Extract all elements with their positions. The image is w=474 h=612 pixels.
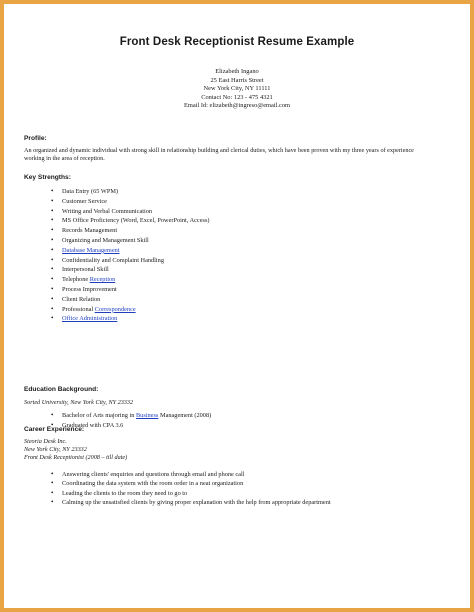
contact-block	[4, 68, 470, 111]
list-item-text: Bachelor of Arts majoring in	[62, 412, 136, 419]
list-item-text: Coordinating the data system with the room order in a neat organization	[62, 480, 244, 488]
list-item	[62, 216, 210, 226]
strengths-list	[62, 187, 210, 324]
list-item-link[interactable]: Database Management	[62, 246, 120, 254]
list-item-text: Writing and Verbal Communication	[62, 207, 153, 215]
list-item-link[interactable]: Business	[135, 412, 159, 419]
education-heading: Education Background:	[24, 386, 99, 393]
list-item	[62, 411, 211, 421]
contact-email: Email Id: elizabeth@ingreso@email.com	[184, 102, 290, 110]
career-location: New York City, NY 23332	[24, 446, 87, 454]
list-item-text: Graduated with CPA 3.6	[62, 421, 124, 429]
list-item-text: Management (2008)	[158, 412, 212, 419]
contact-name: Elizabeth Ingano	[215, 68, 259, 75]
list-item	[62, 275, 210, 285]
list-item	[62, 305, 210, 315]
list-item	[62, 479, 352, 488]
education-list	[62, 411, 211, 431]
list-item	[62, 470, 352, 479]
page-title: Front Desk Receptionist Resume Example	[119, 36, 355, 48]
list-item-text: MS Office Proficiency (Word, Excel, PowerPoint, Access)	[62, 217, 210, 225]
list-item	[62, 489, 352, 498]
list-item	[62, 197, 210, 207]
list-item-text: Confidentiality and Complaint Handling	[62, 256, 164, 264]
career-job	[24, 438, 127, 463]
profile-text: An organized and dynamic individual with strong skill in relationship building and clerical duties, which have been proven with my three years of experience working in the area of reception.	[24, 147, 414, 163]
career-company: Steoria Desk Inc.	[24, 438, 67, 445]
list-item-text: Professional	[62, 305, 95, 313]
list-item	[62, 314, 210, 324]
contact-city: New York City, NY 11111	[203, 85, 271, 93]
list-item-text: Organizing and Management Skill	[62, 236, 149, 244]
list-item-link[interactable]: Office Administration	[62, 315, 118, 323]
list-item-text: Records Management	[62, 227, 118, 235]
list-item-text: Calming up the unsatisfied clients by giving proper explanation with the help from appropriate department	[62, 499, 331, 507]
career-role: Front Desk Receptionist (2008 – till date)	[24, 454, 128, 462]
contact-street: 25 East Harris Street	[210, 76, 264, 84]
list-item-text: Customer Service	[62, 197, 107, 205]
list-item-text: Process Improvement	[62, 285, 117, 293]
list-item	[62, 421, 211, 431]
list-item	[62, 285, 210, 295]
list-item-text: Data Entry (65 WPM)	[62, 188, 119, 195]
list-item	[62, 207, 210, 217]
list-item	[62, 265, 210, 275]
list-item-link[interactable]: Correspondence	[94, 305, 136, 313]
profile-heading: Profile:	[24, 135, 47, 142]
contact-phone: Contact No: 123 - 475 4321	[201, 93, 273, 101]
career-list	[62, 470, 352, 508]
list-item-text: Client Relation	[62, 295, 101, 303]
career-heading: Career Experience:	[24, 426, 85, 433]
list-item	[62, 226, 210, 236]
list-item-text: Leading the clients to the room they need to go to	[62, 489, 188, 497]
education-school: Sorted University, New York City, NY 23332	[24, 399, 134, 406]
strengths-heading: Key Strengths:	[24, 174, 71, 181]
list-item-text: Telephone	[62, 276, 90, 284]
list-item-link[interactable]: Reception	[89, 276, 116, 284]
list-item-text: Answering clients' enquiries and questions through email and phone call	[62, 471, 245, 478]
list-item	[62, 236, 210, 246]
list-item	[62, 295, 210, 305]
list-item	[62, 246, 210, 256]
list-item	[62, 498, 352, 507]
list-item	[62, 256, 210, 266]
list-item	[62, 187, 210, 197]
list-item-text: Interpersonal Skill	[62, 266, 109, 274]
